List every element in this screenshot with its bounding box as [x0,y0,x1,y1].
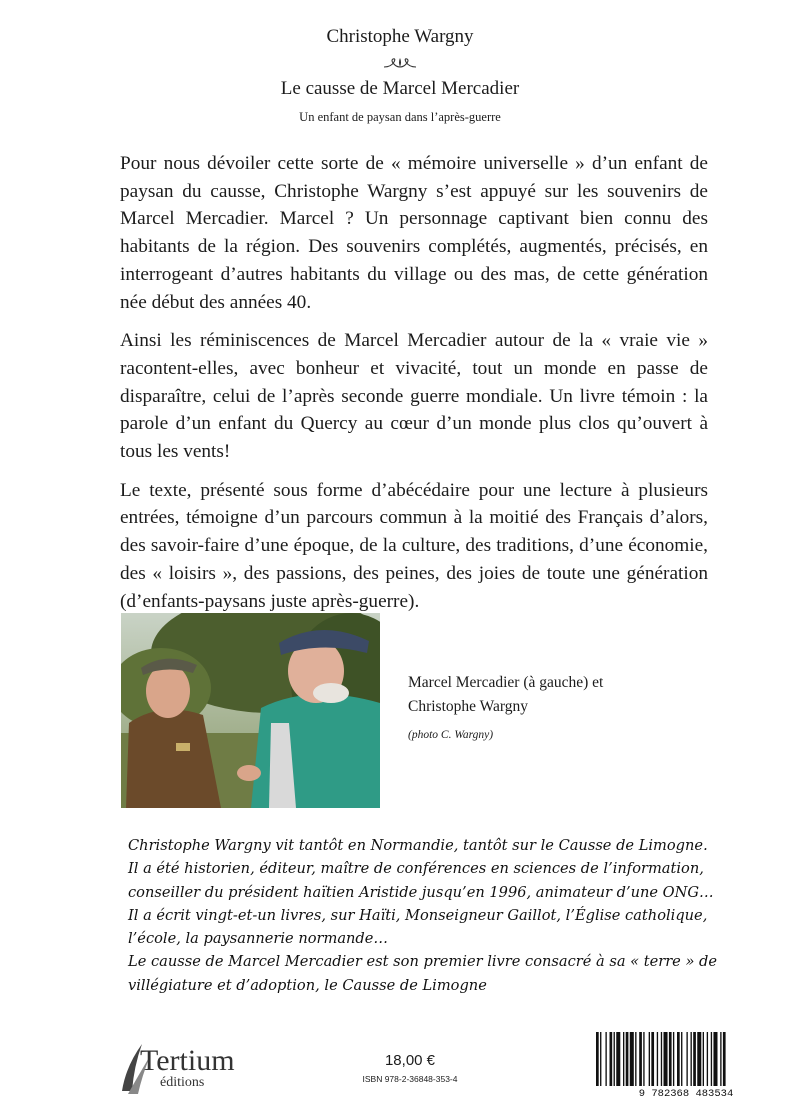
bio-line: Christophe Wargny vit tantôt en Normandie, tantôt sur le Causse de Limogne. [128,837,708,854]
bio-line: Il a écrit vingt-et-un livres, sur Haïti, Monseigneur Gaillot, l’Église catholique, [128,906,708,924]
photo-caption [408,671,708,718]
barcode-bar [657,1032,658,1086]
barcode-bar [697,1032,701,1086]
barcode-bar [639,1032,642,1086]
bio-line: l’école, la paysannerie normande… [128,930,388,948]
barcode-bar [596,1032,599,1086]
barcode-bar [661,1032,662,1086]
barcode-digits: 9 782368 483534 [638,1088,734,1098]
barcode-bar [623,1032,624,1086]
barcode-bar [723,1032,726,1086]
bio-line: Le causse de Marcel Mercadier est son premier livre consacré à sa « terre » de [128,953,718,971]
barcode-bar [669,1032,672,1086]
barcode-bar [651,1032,654,1086]
publisher-name: Tertium [140,1044,235,1077]
barcode-bar [693,1032,696,1086]
barcode-bar [614,1032,615,1086]
publisher-logo [120,1036,240,1096]
barcode-bar [600,1032,601,1086]
blurb-paragraph: Le texte, présenté sous forme d’abécédaire pour une lecture à plusieurs entrées, témoigne d’un parcours commun à la moitié des Français d’alors, des savoir-faire d’une époque, de la culture, des traditions, d’une économie, des « loisirs », des passions, des peines, des joies de toute une génération (d’enfants-paysans juste après-guerre). [120,479,708,612]
publisher-sub: éditions [160,1075,205,1090]
blurb-paragraph: Pour nous dévoiler cette sorte de « mémoire universelle » d’un enfant de paysan du causse, Christophe Wargny s’est appuyé sur les souvenirs de Marcel Mercadier. Marcel ? Un personnage captivant bien connu des habitants de la région. Des souvenirs complétés, augmentés, précisés, en interrogeant d’autres habitants du village ou des mas, de cette génération née début des années 40. [120,153,708,313]
barcode-bar [720,1032,721,1086]
barcode-bar [713,1032,717,1086]
bio-line: villégiature et d’adoption, le Causse de Limogne [128,976,487,994]
bio-line: conseiller du président haïtien Aristide jusqu’en 1996, animateur d’une ONG… [128,883,714,901]
barcode-bar [673,1032,674,1086]
barcode-bar [664,1032,668,1086]
bio-line: Il a été historien, éditeur, maître de conférences en sciences de l’information, [128,860,704,878]
barcode-bar [691,1032,692,1086]
isbn: ISBN 978-2-36848-353-4 [362,1074,458,1084]
barcode-bar [707,1032,708,1086]
barcode-bar [630,1032,634,1086]
caption-line: Marcel Mercadier (à gauche) et [408,674,604,691]
barcode-bar [605,1032,606,1086]
blurb [120,150,708,626]
photo-credit: (photo C. Wargny) [408,729,494,741]
caption-line: Christophe Wargny [408,697,529,715]
book-subtitle: Un enfant de paysan dans l’après-guerre [299,110,501,124]
barcode-bar [643,1032,644,1086]
barcode-bar [681,1032,682,1086]
barcode [590,1030,782,1098]
price: 18,00 € [384,1052,436,1069]
book-title: Le causse de Marcel Mercadier [280,78,520,99]
author-bio [128,834,728,997]
barcode-bar [711,1032,712,1086]
ornament-icon [0,56,800,75]
author-photo [121,613,380,808]
barcode-bar [626,1032,629,1086]
barcode-bar [610,1032,613,1086]
barcode-bar [635,1032,636,1086]
author-name: Christophe Wargny [326,26,474,47]
barcode-bar [686,1032,687,1086]
barcode-bar [649,1032,650,1086]
blurb-paragraph: Ainsi les réminiscences de Marcel Mercadier autour de la « vraie vie » racontent-elles, avec bonheur et vivacité, tout un monde en passe de disparaître, celui de l’après seconde guerre mondiale. Un livre témoin : la parole d’un enfant du Quercy au cœur d’un monde plus clos qu’ouvert à tous les vents! [120,330,708,463]
barcode-bar [703,1032,704,1086]
barcode-bar [677,1032,680,1086]
barcode-bar [616,1032,620,1086]
